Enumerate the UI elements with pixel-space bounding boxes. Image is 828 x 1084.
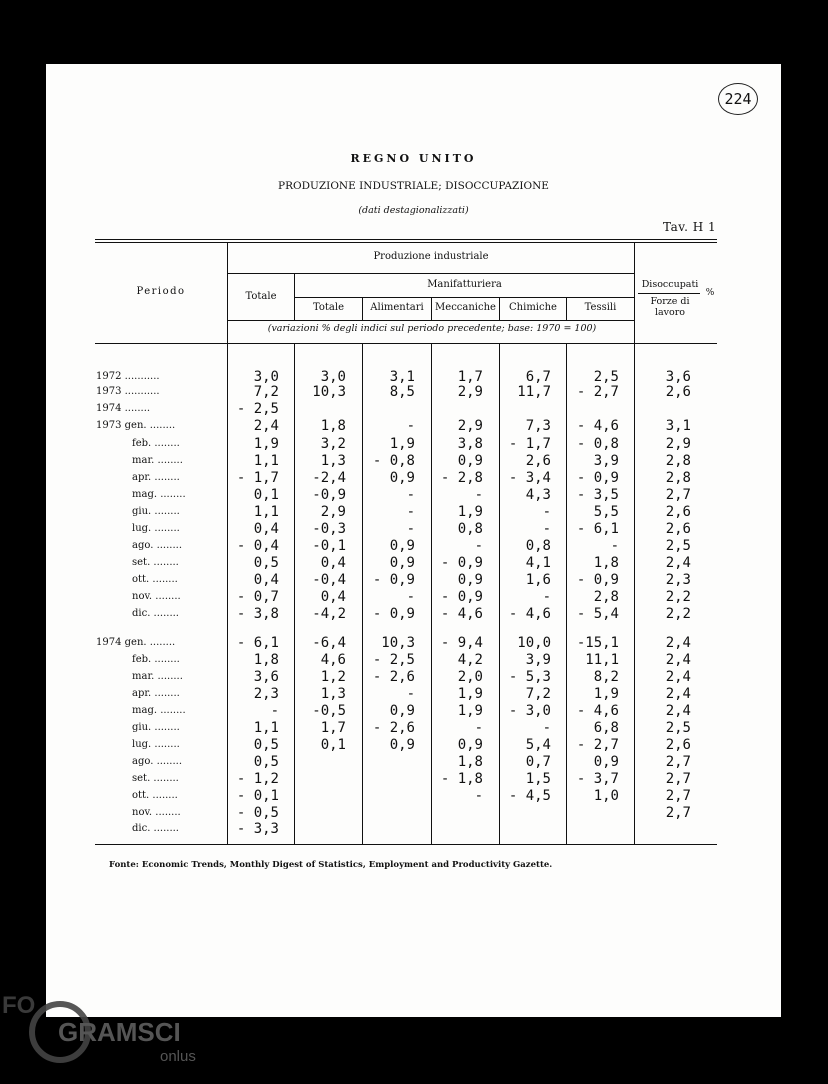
table-cell: 5,5 bbox=[593, 504, 619, 520]
rule-manifatturiera bbox=[294, 297, 635, 298]
table-cell: - 1,2 bbox=[236, 771, 279, 787]
header-chimiche: Chimiche bbox=[509, 302, 557, 313]
table-cell: 2,7 bbox=[665, 754, 691, 770]
row-period-label: set. ........ bbox=[132, 557, 179, 568]
table-cell: -0,4 bbox=[312, 572, 346, 588]
table-cell: 4,1 bbox=[525, 555, 551, 571]
table-cell: 2,5 bbox=[593, 369, 619, 385]
row-period-label: ago. ........ bbox=[132, 540, 182, 551]
table-cell: 2,7 bbox=[665, 487, 691, 503]
table-cell: 10,3 bbox=[381, 635, 415, 651]
gramsci-watermark-logo bbox=[0, 985, 240, 1080]
table-cell: 3,1 bbox=[665, 418, 691, 434]
header-disoccupati: Disoccupati bbox=[641, 279, 699, 290]
table-cell: 0,5 bbox=[253, 555, 279, 571]
table-cell: 3,6 bbox=[665, 369, 691, 385]
table-id: Tav. H 1 bbox=[663, 220, 717, 234]
table-cell: -0,3 bbox=[312, 521, 346, 537]
table-cell: 3,1 bbox=[389, 369, 415, 385]
document-note: (dati destagionalizzati) bbox=[358, 205, 469, 216]
row-period-label: mag. ........ bbox=[132, 705, 186, 716]
rule-subheaders bbox=[228, 320, 635, 321]
table-cell: 1,0 bbox=[593, 788, 619, 804]
table-cell: - 0,9 bbox=[576, 470, 619, 486]
table-cell: 7,2 bbox=[525, 686, 551, 702]
row-period-label: feb. ........ bbox=[132, 438, 180, 449]
table-cell: -0,1 bbox=[312, 538, 346, 554]
table-cell: 0,4 bbox=[253, 572, 279, 588]
table-cell: 2,4 bbox=[665, 555, 691, 571]
table-cell: 1,9 bbox=[457, 703, 483, 719]
table-cell: 11,1 bbox=[585, 652, 619, 668]
table-cell: 1,8 bbox=[457, 754, 483, 770]
table-cell: 2,7 bbox=[665, 771, 691, 787]
table-cell: 1,2 bbox=[320, 669, 346, 685]
table-cell: 0,9 bbox=[389, 703, 415, 719]
row-period-label: nov. ........ bbox=[132, 591, 181, 602]
row-period-label: apr. ........ bbox=[132, 472, 180, 483]
rule-header-bottom bbox=[95, 343, 717, 344]
gramsci-logo-icon bbox=[0, 985, 240, 1080]
table-cell: - bbox=[542, 504, 551, 520]
table-cell: 2,4 bbox=[665, 686, 691, 702]
table-cell: 6,7 bbox=[525, 369, 551, 385]
table-cell: - 3,0 bbox=[508, 703, 551, 719]
table-cell: 0,1 bbox=[253, 487, 279, 503]
table-cell: 1,6 bbox=[525, 572, 551, 588]
document-subtitle: PRODUZIONE INDUSTRIALE; DISOCCUPAZIONE bbox=[278, 180, 549, 192]
table-cell: - bbox=[542, 720, 551, 736]
table-cell: 0,9 bbox=[389, 470, 415, 486]
table-cell: - bbox=[406, 589, 415, 605]
table-cell: 1,3 bbox=[320, 453, 346, 469]
table-cell: 2,8 bbox=[593, 589, 619, 605]
table-cell: 0,4 bbox=[253, 521, 279, 537]
table-cell: - 3,8 bbox=[236, 606, 279, 622]
table-cell: 0,1 bbox=[320, 737, 346, 753]
header-periodo: Periodo bbox=[136, 286, 186, 297]
table-cell: 2,3 bbox=[665, 572, 691, 588]
row-period-label: set. ........ bbox=[132, 773, 179, 784]
table-bottom-rule bbox=[95, 844, 717, 845]
table-cell: - bbox=[406, 521, 415, 537]
table-cell: - 1,7 bbox=[508, 436, 551, 452]
table-cell: - 2,5 bbox=[236, 401, 279, 417]
header-alimentari: Alimentari bbox=[370, 302, 424, 313]
table-cell: 1,7 bbox=[320, 720, 346, 736]
table-cell: 0,8 bbox=[525, 538, 551, 554]
table-cell: 0,9 bbox=[389, 737, 415, 753]
table-cell: 7,3 bbox=[525, 418, 551, 434]
table-cell: -4,2 bbox=[312, 606, 346, 622]
row-period-label: giu. ........ bbox=[132, 722, 180, 733]
header-meccaniche: Meccaniche bbox=[435, 302, 496, 313]
table-cell: 0,4 bbox=[320, 555, 346, 571]
table-cell: 2,4 bbox=[665, 703, 691, 719]
table-cell: 2,6 bbox=[525, 453, 551, 469]
table-cell: - bbox=[474, 720, 483, 736]
table-cell: 8,2 bbox=[593, 669, 619, 685]
table-cell: 2,9 bbox=[665, 436, 691, 452]
table-cell: 11,7 bbox=[517, 384, 551, 400]
table-cell: 1,9 bbox=[457, 686, 483, 702]
table-cell: - bbox=[474, 487, 483, 503]
table-cell: 4,3 bbox=[525, 487, 551, 503]
header-variazioni: (variazioni % degli indici sul periodo precedente; base: 1970 = 100) bbox=[267, 323, 597, 334]
watermark-line1: FO bbox=[2, 992, 36, 1019]
table-cell: 2,0 bbox=[457, 669, 483, 685]
table-cell: - 0,9 bbox=[440, 555, 483, 571]
table-cell: -0,9 bbox=[312, 487, 346, 503]
table-cell: - 5,3 bbox=[508, 669, 551, 685]
table-cell: 3,8 bbox=[457, 436, 483, 452]
table-cell: 3,6 bbox=[253, 669, 279, 685]
header-totale: Totale bbox=[245, 291, 277, 302]
table-cell: 2,4 bbox=[665, 652, 691, 668]
header-produzione: Produzione industriale bbox=[373, 251, 489, 262]
table-cell: 2,6 bbox=[665, 384, 691, 400]
table-cell: - bbox=[474, 538, 483, 554]
table-cell: - 0,8 bbox=[576, 436, 619, 452]
table-cell: 2,9 bbox=[457, 384, 483, 400]
table-cell: 2,4 bbox=[253, 418, 279, 434]
document-page bbox=[46, 64, 781, 1017]
document-title: REGNO UNITO bbox=[350, 152, 477, 165]
table-cell: -15,1 bbox=[576, 635, 619, 651]
table-cell: - bbox=[542, 589, 551, 605]
table-cell: 0,5 bbox=[253, 737, 279, 753]
table-cell: - 2,5 bbox=[372, 652, 415, 668]
table-cell: 3,9 bbox=[593, 453, 619, 469]
row-period-label: lug. ........ bbox=[132, 739, 180, 750]
table-cell: 6,8 bbox=[593, 720, 619, 736]
table-cell: 2,6 bbox=[665, 504, 691, 520]
table-cell: - 3,7 bbox=[576, 771, 619, 787]
table-cell: 0,9 bbox=[389, 538, 415, 554]
table-cell: 4,2 bbox=[457, 652, 483, 668]
table-cell: - 6,1 bbox=[576, 521, 619, 537]
row-period-label: giu. ........ bbox=[132, 506, 180, 517]
table-cell: - 4,5 bbox=[508, 788, 551, 804]
table-cell: 2,2 bbox=[665, 606, 691, 622]
table-cell: - 0,8 bbox=[372, 453, 415, 469]
watermark-line3: onlus bbox=[160, 1048, 196, 1065]
row-period-label: mag. ........ bbox=[132, 489, 186, 500]
table-cell: - 1,8 bbox=[440, 771, 483, 787]
table-cell: -0,5 bbox=[312, 703, 346, 719]
table-cell: - 0,7 bbox=[236, 589, 279, 605]
table-cell: - 0,1 bbox=[236, 788, 279, 804]
table-cell: 0,9 bbox=[593, 754, 619, 770]
table-cell: - 2,8 bbox=[440, 470, 483, 486]
watermark-line2: GRAMSCI bbox=[58, 1017, 181, 1047]
table-cell: -6,4 bbox=[312, 635, 346, 651]
table-cell: - 2,7 bbox=[576, 384, 619, 400]
table-cell: - 4,6 bbox=[440, 606, 483, 622]
table-cell: - 3,3 bbox=[236, 821, 279, 837]
table-cell: 3,0 bbox=[253, 369, 279, 385]
table-cell: - bbox=[406, 418, 415, 434]
table-cell: - 0,9 bbox=[372, 572, 415, 588]
row-period-label: feb. ........ bbox=[132, 654, 180, 665]
table-cell: 1,8 bbox=[593, 555, 619, 571]
table-cell: - bbox=[406, 487, 415, 503]
rule-produzione bbox=[228, 273, 635, 274]
row-period-label: ott. ........ bbox=[132, 574, 178, 585]
table-cell: - 9,4 bbox=[440, 635, 483, 651]
table-cell: 2,7 bbox=[665, 788, 691, 804]
table-cell: 3,2 bbox=[320, 436, 346, 452]
table-cell: - 4,6 bbox=[508, 606, 551, 622]
header-man-totale: Totale bbox=[312, 302, 344, 313]
table-cell: - 2,6 bbox=[372, 720, 415, 736]
table-cell: 2,2 bbox=[665, 589, 691, 605]
table-cell: 2,5 bbox=[665, 538, 691, 554]
table-cell: 2,8 bbox=[665, 453, 691, 469]
table-cell: 7,2 bbox=[253, 384, 279, 400]
table-cell: - 3,5 bbox=[576, 487, 619, 503]
table-cell: - 0,9 bbox=[440, 589, 483, 605]
table-cell: 5,4 bbox=[525, 737, 551, 753]
fraction-bar bbox=[638, 293, 700, 294]
table-cell: - 0,4 bbox=[236, 538, 279, 554]
table-cell: 0,9 bbox=[389, 555, 415, 571]
table-cell: - bbox=[474, 788, 483, 804]
table-cell: 1,9 bbox=[389, 436, 415, 452]
table-cell: - 0,5 bbox=[236, 805, 279, 821]
row-period-label: lug. ........ bbox=[132, 523, 180, 534]
table-cell: 4,6 bbox=[320, 652, 346, 668]
row-period-label: apr. ........ bbox=[132, 688, 180, 699]
table-cell: - 2,6 bbox=[372, 669, 415, 685]
table-cell: - bbox=[542, 521, 551, 537]
table-cell: 0,7 bbox=[525, 754, 551, 770]
table-cell: - bbox=[270, 703, 279, 719]
page-number-stamp: 224 bbox=[718, 83, 758, 115]
table-top-rule bbox=[95, 239, 717, 240]
table-cell: 0,8 bbox=[457, 521, 483, 537]
table-cell: 1,7 bbox=[457, 369, 483, 385]
row-period-label: mar. ........ bbox=[132, 455, 183, 466]
table-cell: - 4,6 bbox=[576, 418, 619, 434]
table-cell: 2,6 bbox=[665, 521, 691, 537]
table-cell: 10,3 bbox=[312, 384, 346, 400]
row-period-label: 1973 ........... bbox=[96, 386, 160, 397]
table-cell: - 6,1 bbox=[236, 635, 279, 651]
table-cell: 1,3 bbox=[320, 686, 346, 702]
row-period-label: 1974 ........ bbox=[96, 403, 151, 414]
table-cell: - bbox=[610, 538, 619, 554]
table-cell: - 4,6 bbox=[576, 703, 619, 719]
table-cell: - 0,9 bbox=[576, 572, 619, 588]
table-cell: - bbox=[406, 686, 415, 702]
table-cell: 8,5 bbox=[389, 384, 415, 400]
header-manifatturiera: Manifatturiera bbox=[427, 279, 502, 290]
table-cell: 3,0 bbox=[320, 369, 346, 385]
source-note: Fonte: Economic Trends, Monthly Digest of Statistics, Employment and Productivity Gazette. bbox=[109, 860, 553, 870]
table-cell: - 5,4 bbox=[576, 606, 619, 622]
table-cell: 3,9 bbox=[525, 652, 551, 668]
table-cell: 0,5 bbox=[253, 754, 279, 770]
table-cell: 1,1 bbox=[253, 720, 279, 736]
table-cell: -2,4 bbox=[312, 470, 346, 486]
table-cell: 2,5 bbox=[665, 720, 691, 736]
table-cell: 10,0 bbox=[517, 635, 551, 651]
table-cell: 2,8 bbox=[665, 470, 691, 486]
table-cell: 2,7 bbox=[665, 805, 691, 821]
table-cell: 1,1 bbox=[253, 453, 279, 469]
table-cell: 1,9 bbox=[457, 504, 483, 520]
table-cell: - 2,7 bbox=[576, 737, 619, 753]
table-cell: 2,9 bbox=[320, 504, 346, 520]
row-period-label: ott. ........ bbox=[132, 790, 178, 801]
row-period-label: dic. ........ bbox=[132, 608, 179, 619]
row-period-label: 1972 ........... bbox=[96, 371, 160, 382]
row-period-label: nov. ........ bbox=[132, 807, 181, 818]
row-period-label: mar. ........ bbox=[132, 671, 183, 682]
table-cell: - 3,4 bbox=[508, 470, 551, 486]
table-cell: 1,8 bbox=[320, 418, 346, 434]
row-period-label: ago. ........ bbox=[132, 756, 182, 767]
table-cell: 1,9 bbox=[593, 686, 619, 702]
table-cell: - 0,9 bbox=[372, 606, 415, 622]
table-cell: 2,4 bbox=[665, 635, 691, 651]
row-period-label: 1973 gen. ........ bbox=[96, 420, 176, 431]
row-period-label: dic. ........ bbox=[132, 823, 179, 834]
header-percent: % bbox=[705, 288, 715, 298]
table-cell: 2,6 bbox=[665, 737, 691, 753]
table-cell: 0,9 bbox=[457, 737, 483, 753]
table-cell: 1,5 bbox=[525, 771, 551, 787]
table-cell: 1,8 bbox=[253, 652, 279, 668]
table-cell: 2,9 bbox=[457, 418, 483, 434]
row-period-label: 1974 gen. ........ bbox=[96, 637, 176, 648]
header-forze: Forze di lavoro bbox=[650, 296, 690, 318]
table-cell: 2,3 bbox=[253, 686, 279, 702]
table-cell: 0,9 bbox=[457, 572, 483, 588]
table-cell: 1,1 bbox=[253, 504, 279, 520]
table-cell: 2,4 bbox=[665, 669, 691, 685]
header-tessili: Tessili bbox=[584, 302, 617, 313]
table-cell: - bbox=[406, 504, 415, 520]
table-cell: 0,9 bbox=[457, 453, 483, 469]
table-cell: 0,4 bbox=[320, 589, 346, 605]
table-cell: - 1,7 bbox=[236, 470, 279, 486]
table-cell: 1,9 bbox=[253, 436, 279, 452]
table-top-rule-2 bbox=[95, 242, 717, 243]
